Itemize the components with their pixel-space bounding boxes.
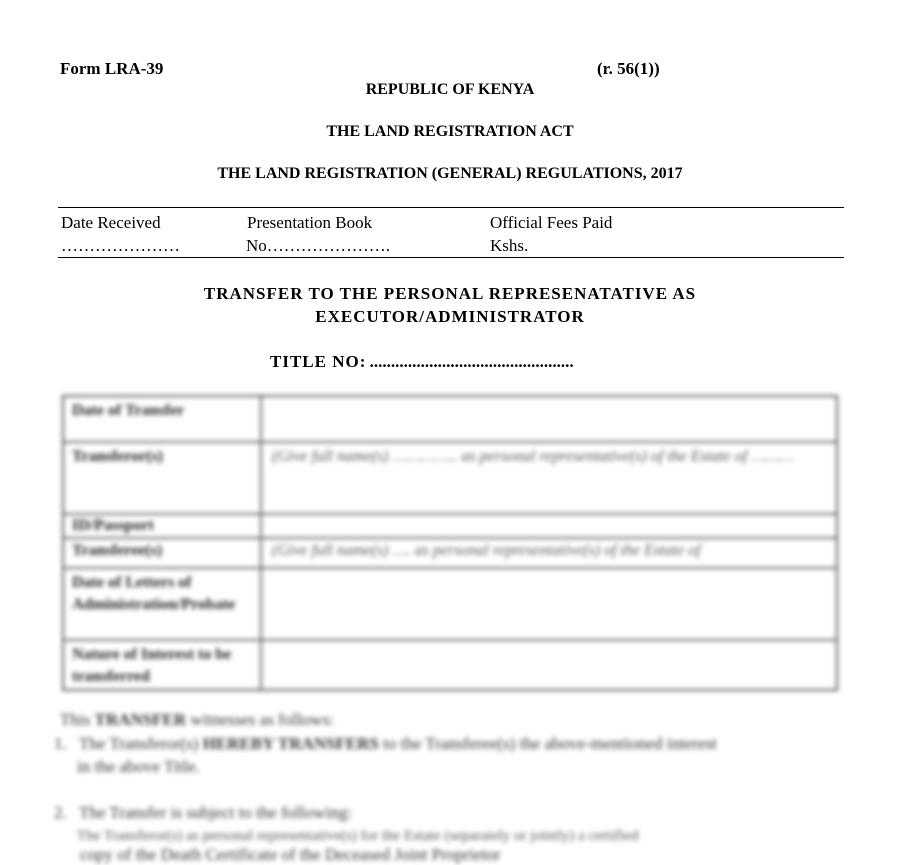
table-row	[64, 641, 836, 689]
table-row	[64, 515, 836, 539]
clause-1-line2: in the above Title.	[77, 757, 200, 776]
title-no-label: TITLE NO	[270, 352, 360, 371]
clause-2-text: The Transfer is subject to the following:	[79, 803, 352, 822]
row-label: Date of Transfer	[64, 397, 262, 441]
table-row	[64, 443, 836, 515]
top-divider	[58, 207, 844, 208]
document-title-line1: TRANSFER TO THE PERSONAL REPRESENATATIVE AS	[203, 284, 697, 303]
clause-2a-line2: copy of the Death Certificate of the Deceased Joint Proprietor	[80, 845, 501, 864]
row-value	[262, 397, 836, 441]
document-title-line2: EXECUTOR/ADMINISTRATOR	[315, 307, 585, 326]
row-value: (Give full name(s) …. as personal representative(s) of the Estate of	[272, 542, 701, 559]
title-no-value: : ................................................	[359, 352, 574, 371]
clause-1-keyword: HEREBY TRANSFERS	[202, 734, 379, 753]
date-received-value: …………………	[61, 236, 180, 255]
clause-2-number: 2.	[54, 803, 67, 822]
row-label: Nature of Interest to be transferred	[64, 641, 262, 689]
clause-1-number: 1.	[54, 734, 67, 753]
table-row	[64, 569, 836, 641]
details-table	[62, 395, 838, 691]
title-number	[270, 352, 574, 372]
presentation-book-label: Presentation Book	[247, 213, 373, 232]
clause-2	[54, 803, 352, 823]
row-value: (Give full name(s) ………….. as personal representative(s) of the Estate of ………	[272, 448, 794, 465]
row-value	[262, 641, 836, 689]
bottom-divider	[58, 257, 844, 258]
date-received-cell	[61, 211, 180, 257]
row-label: Transferor(s)	[64, 443, 262, 513]
republic-heading: REPUBLIC OF KENYA	[365, 81, 535, 98]
rule-reference: (r. 56(1))	[597, 59, 660, 78]
date-received-label: Date Received	[61, 213, 161, 232]
clause-1-prefix: The Transferor(s)	[79, 734, 199, 753]
row-label: Transferee(s)	[64, 539, 262, 567]
form-code: Form LRA-39	[60, 59, 164, 78]
act-heading: THE LAND REGISTRATION ACT	[326, 123, 574, 140]
official-fees-value: Kshs.	[490, 236, 529, 255]
table-row	[64, 539, 836, 569]
row-label: ID/Passport	[64, 515, 262, 537]
witness-suffix: witnesses as follows:	[190, 710, 334, 729]
official-fees-label: Official Fees Paid	[490, 213, 613, 232]
presentation-book-value: No………………….	[246, 236, 391, 255]
row-label: Date of Letters of Administration/Probate	[64, 569, 262, 639]
witness-statement	[60, 710, 334, 730]
table-row	[64, 397, 836, 443]
witness-prefix: This	[60, 710, 91, 729]
witness-keyword: TRANSFER	[94, 710, 187, 729]
row-value	[262, 515, 836, 537]
clause-2a: The Transferor(s) as personal representative(s) for the Estate (separately or jointly) a certified	[77, 828, 639, 844]
official-fees-cell	[490, 211, 612, 257]
presentation-book-cell	[246, 211, 390, 257]
row-value	[262, 569, 836, 639]
clause-1	[54, 734, 717, 754]
clause-1-suffix: to the Transferee(s) the above-mentioned interest	[383, 734, 717, 753]
regulations-heading: THE LAND REGISTRATION (GENERAL) REGULATIONS, 2017	[217, 165, 683, 182]
